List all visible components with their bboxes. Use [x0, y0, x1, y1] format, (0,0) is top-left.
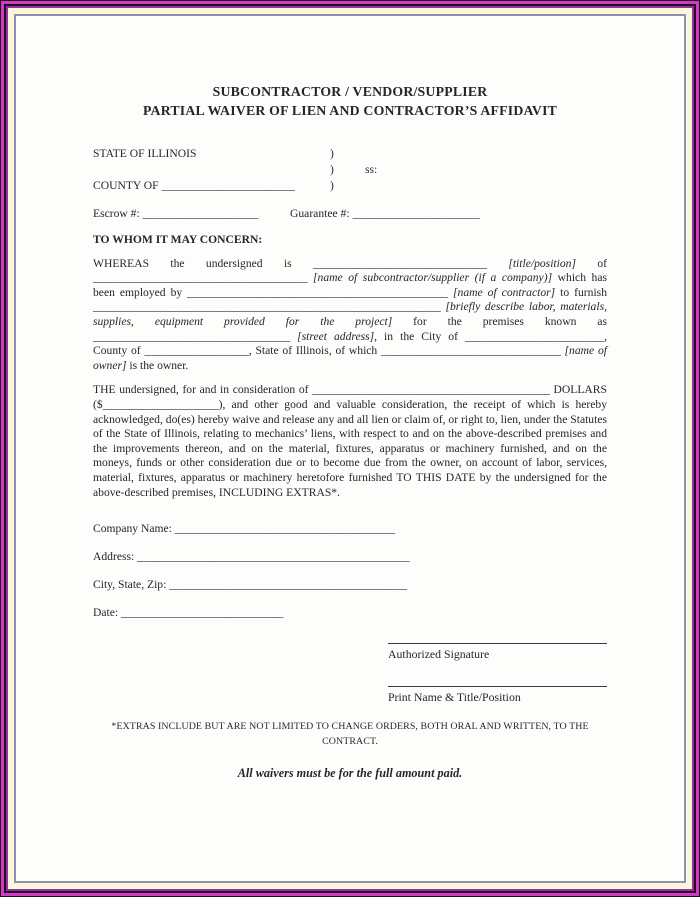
document-content: [16, 16, 684, 881]
border-slate: [14, 14, 686, 883]
address-blank-line: _______________________________________________: [137, 550, 410, 564]
jurat-state-row: [93, 146, 607, 162]
salutation: TO WHOM IT MAY CONCERN:: [93, 233, 263, 246]
authorized-signature-group: [388, 643, 607, 662]
escrow-label: Escrow #:: [93, 207, 140, 220]
city-state-zip-label: City, State, Zip:: [93, 578, 167, 592]
jurat-block: [93, 146, 607, 194]
authorized-signature-line: [388, 643, 607, 644]
county-label: COUNTY OF: [93, 179, 159, 192]
date-label: Date:: [93, 606, 119, 620]
print-name-line: [388, 686, 607, 687]
authorized-signature-label: Authorized Signature: [388, 647, 490, 662]
company-info-fields: [93, 521, 607, 621]
jurat-paren-1: ): [330, 147, 334, 160]
date-blank-line: ____________________________: [121, 606, 284, 620]
signature-block: [388, 643, 607, 705]
jurat-paren-3: ): [330, 179, 334, 192]
border-magenta-inner: [6, 6, 694, 891]
whereas-paragraph: WHEREAS the undersigned is ______________________________ [title/position] of _____________________________________ [name of subcontractor/supplier (if a company)] which has been employed by _____________________________________________ [name of contractor] to furnish ____________________________________________________________ [briefly describe labor, materials, supplies, equipment provided for the project] for the premises known as __________________________________ [street address], in the City of ________________________, County of __________________, State of Illinois, of which _______________________________ [name of owner] is the owner.: [93, 256, 607, 372]
guarantee-blank-line: ______________________: [352, 207, 480, 220]
escrow-guarantee-row: [93, 206, 607, 222]
print-name-group: [388, 686, 607, 705]
city-state-zip-field: [93, 577, 607, 593]
jurat-paren-2: ): [330, 163, 334, 176]
escrow-blank-line: ____________________: [142, 207, 259, 220]
guarantee-label: Guarantee #:: [290, 207, 350, 220]
title-line-2: PARTIAL WAIVER OF LIEN AND CONTRACTOR’S AFFIDAVIT: [142, 103, 558, 118]
county-blank-line: _______________________: [161, 179, 295, 192]
company-name-label: Company Name:: [93, 522, 172, 536]
guarantee-field: [290, 206, 480, 222]
company-name-field: [93, 521, 607, 537]
ss-label: ss:: [365, 163, 378, 176]
company-name-blank-line: ______________________________________: [174, 522, 396, 536]
print-name-label: Print Name & Title/Position: [388, 690, 521, 705]
jurat-county-row: [93, 178, 607, 194]
date-field: [93, 605, 607, 621]
state-label: STATE OF ILLINOIS: [93, 147, 197, 160]
title-line-1: SUBCONTRACTOR / VENDOR/SUPPLIER: [212, 84, 488, 99]
address-field: [93, 549, 607, 565]
border-cream: [8, 8, 692, 889]
jurat-ss-row: [93, 162, 607, 178]
border-magenta: [1, 1, 699, 896]
address-label: Address:: [93, 550, 135, 564]
full-amount-tagline: All waivers must be for the full amount paid.: [237, 766, 463, 781]
extras-footnote: *EXTRAS INCLUDE BUT ARE NOT LIMITED TO CHANGE ORDERS, BOTH ORAL AND WRITTEN, TO THE CONTRACT.: [111, 721, 589, 747]
document-title: [93, 82, 607, 120]
border-dark: [4, 4, 696, 893]
city-state-zip-blank-line: _________________________________________: [169, 578, 407, 592]
consideration-paragraph: THE undersigned, for and in consideration of _________________________________________ DOLLARS ($____________________), and other good and valuable consideration, the receipt of which is hereby acknowledged, do(es) hereby waive and release any and all lien or claim of, or right to, lien, under the Statutes of the State of Illinois, relating to mechanics’ liens, with respect to and on the above-described premises and the improvements thereon, and on the material, fixtures, apparatus or machinery furnished, and on the moneys, funds or other consideration due or to become due from the owner, on account of labor, services, material, fixtures, apparatus or machinery heretofore furnished TO THIS DATE by the undersigned for the above-described premises, INCLUDING EXTRAS*.: [93, 383, 607, 499]
